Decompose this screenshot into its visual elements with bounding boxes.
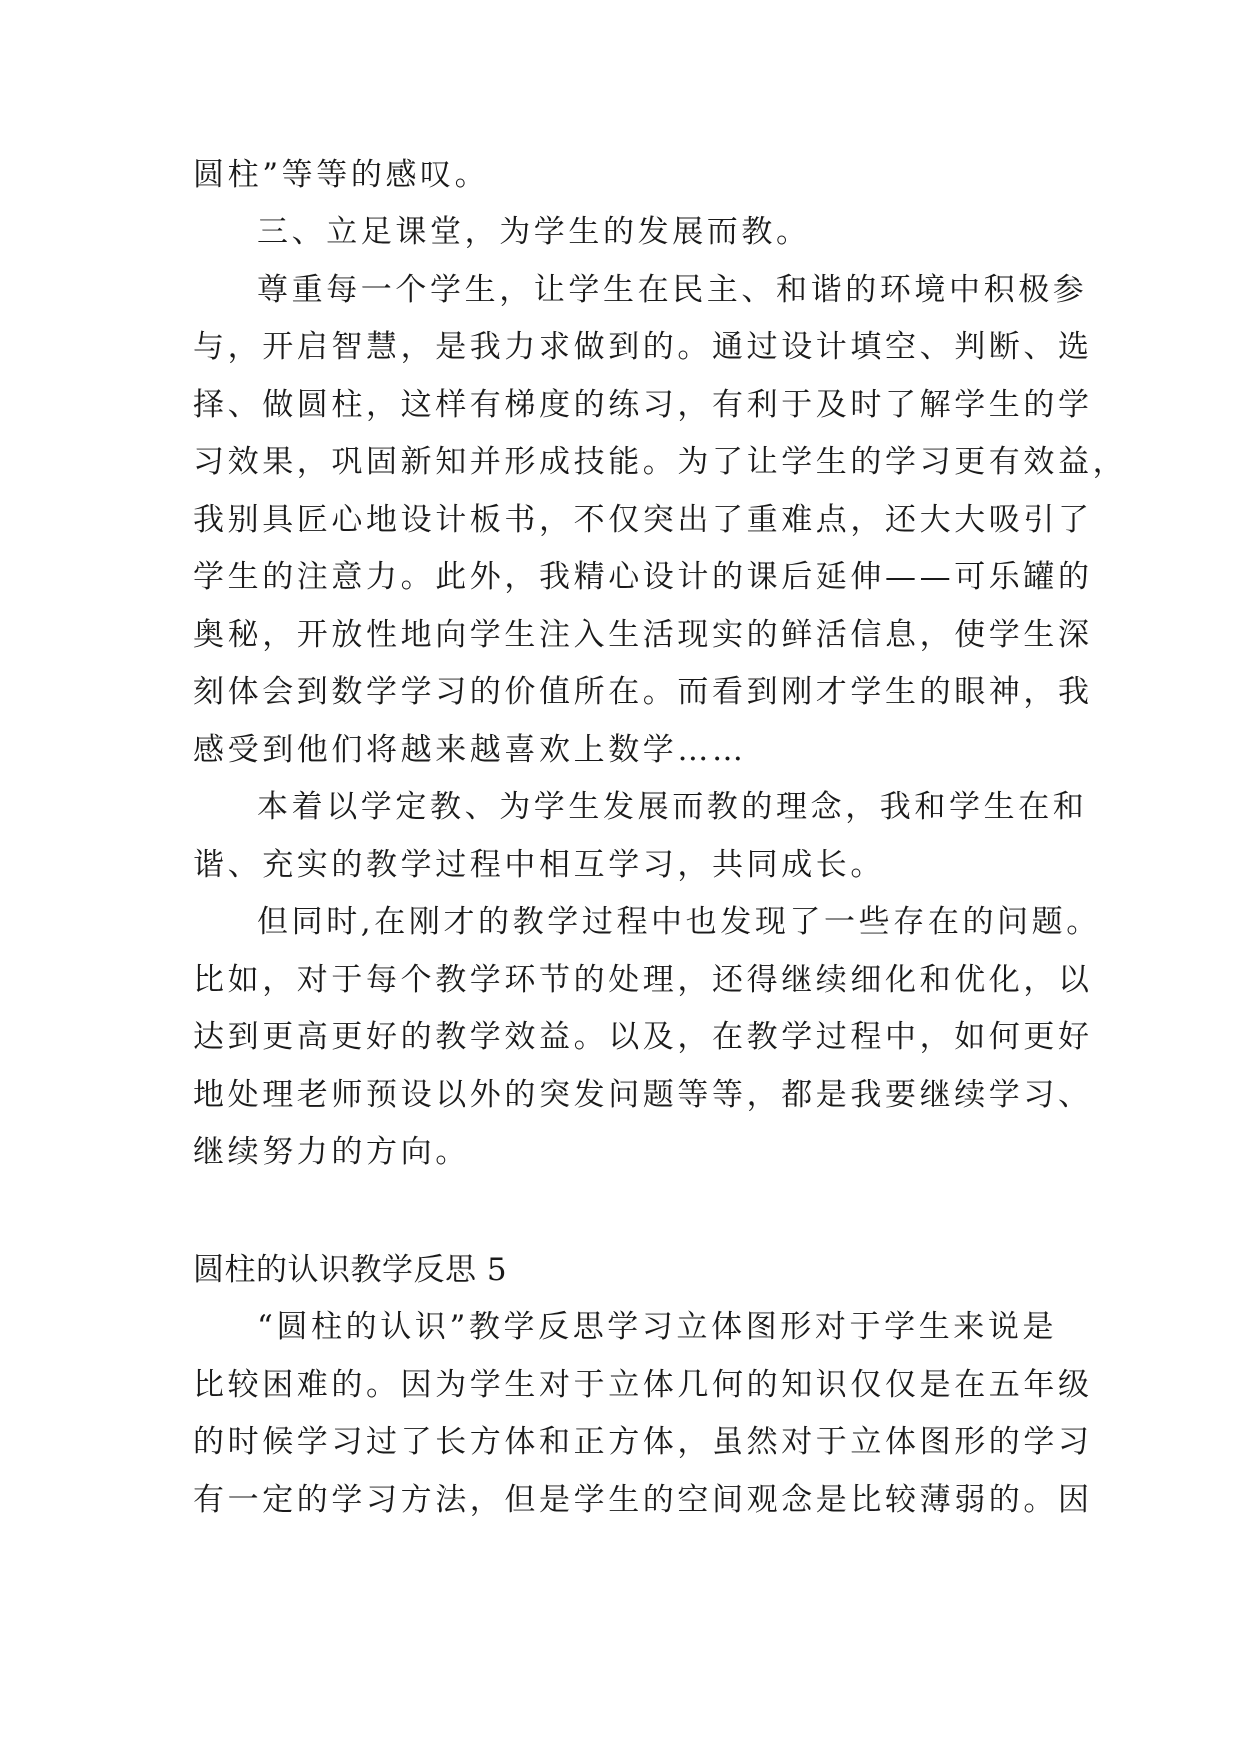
- paragraph-line: 谐、充实的教学过程中相互学习，共同成长。: [193, 847, 885, 883]
- paragraph-line: 择、做圆柱，这样有梯度的练习，有利于及时了解学生的学: [193, 387, 1093, 423]
- paragraph-line: 的时候学习过了长方体和正方体，虽然对于立体图形的学习: [193, 1424, 1093, 1460]
- paragraph-line: 尊重每一个学生，让学生在民主、和谐的环境中积极参: [257, 272, 1088, 308]
- paragraph-line: 刻体会到数学学习的价值所在。而看到刚才学生的眼神，我: [193, 674, 1093, 710]
- section-heading: 三、立足课堂，为学生的发展而教。: [257, 214, 811, 250]
- paragraph-line: 与，开启智慧，是我力求做到的。通过设计填空、判断、选: [193, 329, 1093, 365]
- paragraph-line: 比如，对于每个教学环节的处理，还得继续细化和优化，以: [193, 962, 1093, 998]
- paragraph-line: 地处理老师预设以外的突发问题等等，都是我要继续学习、: [193, 1077, 1093, 1113]
- paragraph-line: 感受到他们将越来越喜欢上数学……: [193, 732, 747, 768]
- paragraph-line: 本着以学定教、为学生发展而教的理念，我和学生在和: [257, 789, 1088, 825]
- paragraph-line: 奥秘，开放性地向学生注入生活现实的鲜活信息，使学生深: [193, 617, 1093, 653]
- paragraph-continuation: 圆柱”等等的感叹。: [193, 157, 490, 193]
- paragraph-line: 达到更高更好的教学效益。以及，在教学过程中，如何更好: [193, 1019, 1093, 1055]
- paragraph-line: 习效果，巩固新知并形成技能。为了让学生的学习更有效益，: [193, 444, 1128, 480]
- paragraph-line: 我别具匠心地设计板书，不仅突出了重难点，还大大吸引了: [193, 502, 1093, 538]
- paragraph-line: 比较困难的。因为学生对于立体几何的知识仅仅是在五年级: [193, 1367, 1093, 1403]
- paragraph-line: 但同时,在刚才的教学过程中也发现了一些存在的问题。: [257, 904, 1101, 940]
- paragraph-line: 有一定的学习方法，但是学生的空间观念是比较薄弱的。因: [193, 1482, 1093, 1518]
- paragraph-line: “圆柱的认识”教学反思学习立体图形对于学生来说是: [257, 1309, 1058, 1345]
- section-title: 圆柱的认识教学反思 5: [193, 1252, 508, 1288]
- paragraph-line: 继续努力的方向。: [193, 1134, 470, 1170]
- paragraph-line: 学生的注意力。此外，我精心设计的课后延伸——可乐罐的: [193, 559, 1093, 595]
